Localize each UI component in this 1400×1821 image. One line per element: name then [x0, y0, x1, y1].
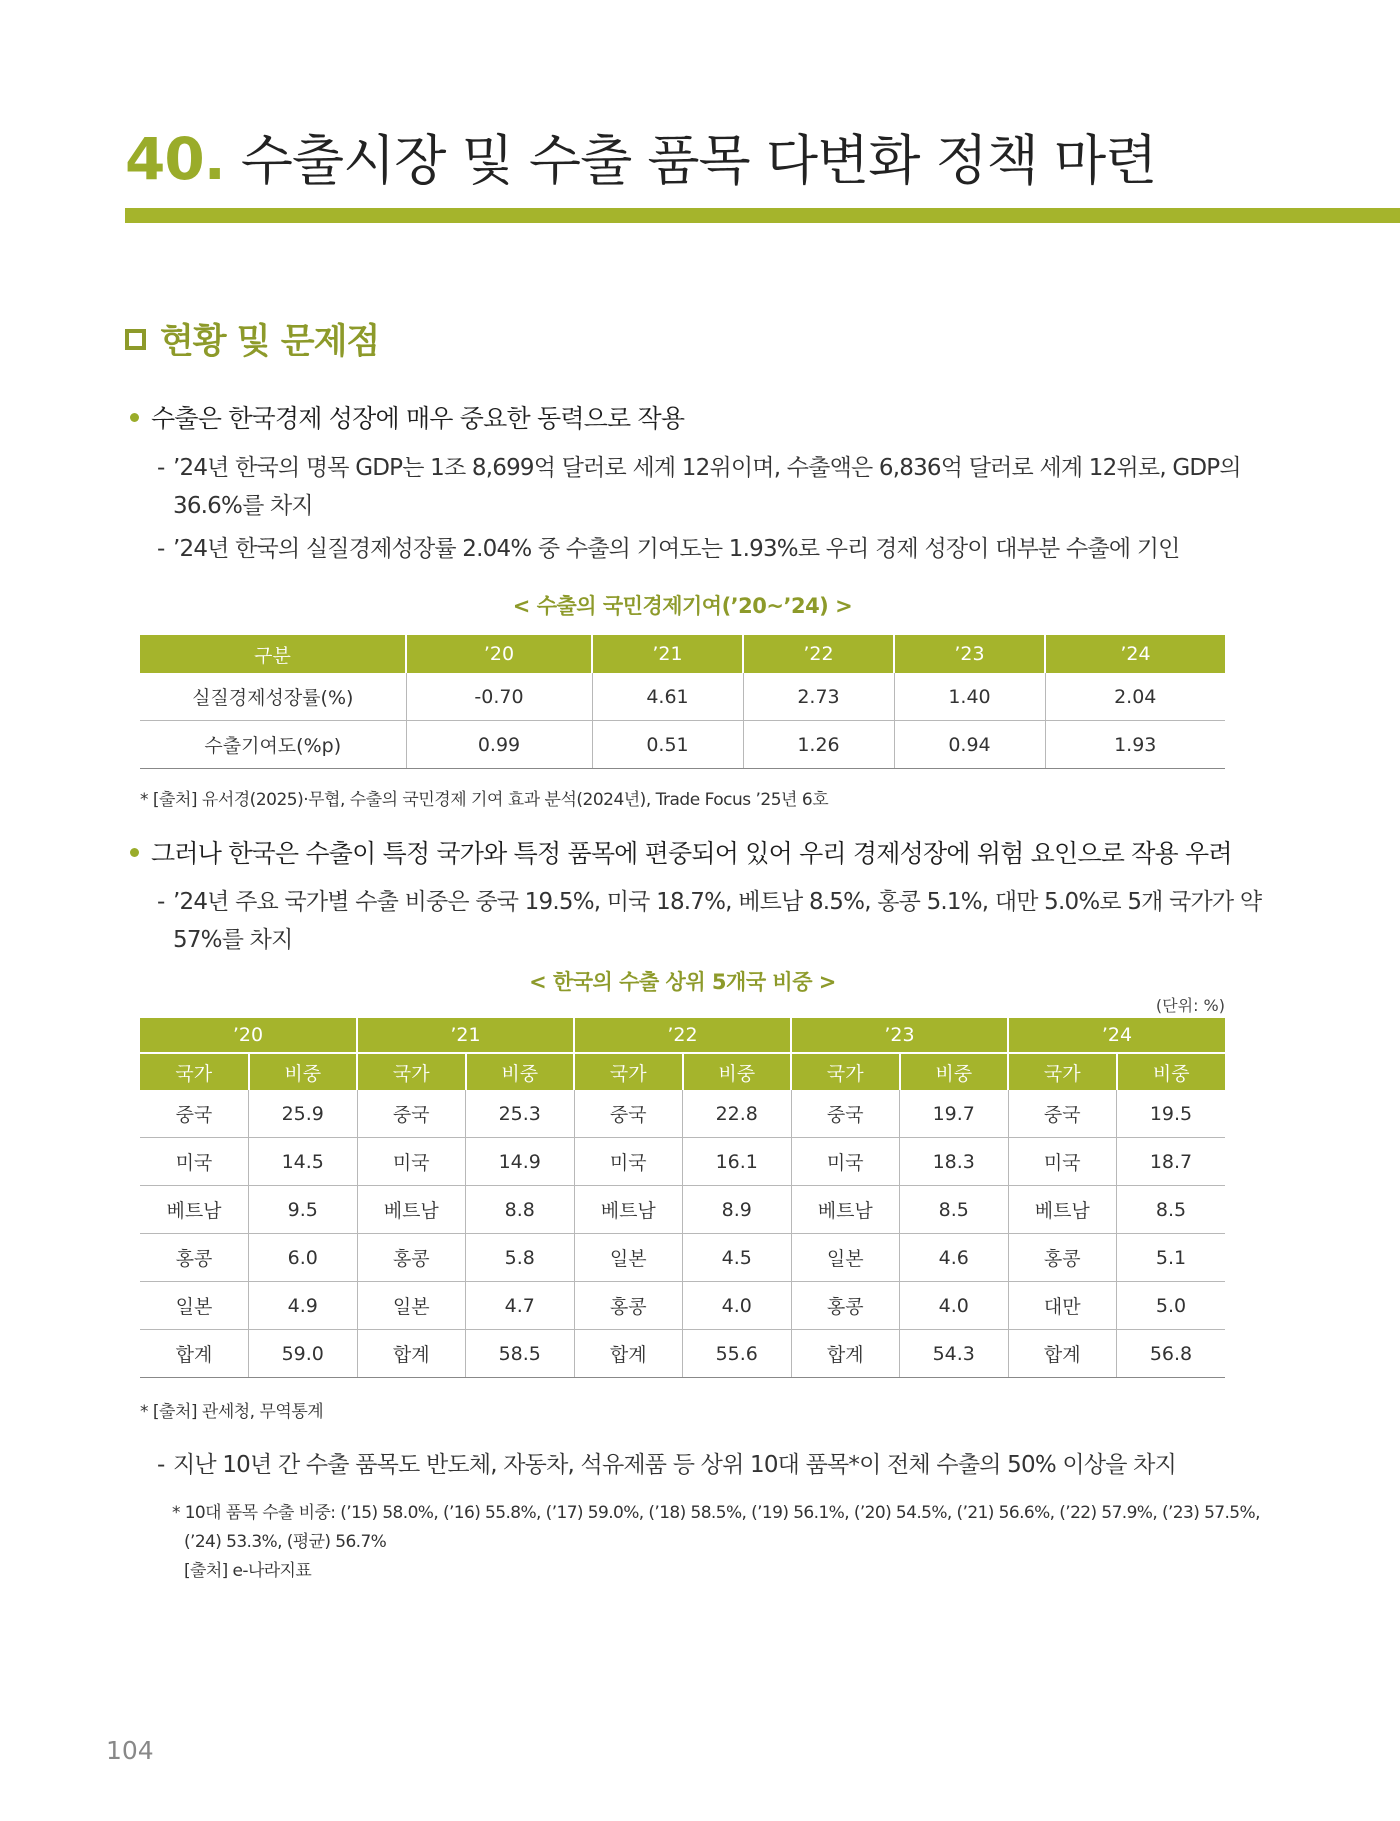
dash-text: ’24년 한국의 명목 GDP는 1조 8,699억 달러로 세계 12위이며, 수출액은 6,836억 달러로 세계 12위로, GDP의 — [173, 455, 1241, 481]
bullet-text: 수출은 한국경제 성장에 매우 중요한 동력으로 작용 — [151, 404, 685, 433]
share-cell: 14.9 — [466, 1138, 575, 1186]
table-cell: 4.61 — [592, 673, 743, 721]
share-cell: 25.9 — [249, 1090, 358, 1138]
year-header: ’22 — [574, 1018, 791, 1053]
section-title: 현황 및 문제점 — [160, 322, 380, 362]
dash-text: 지난 10년 간 수출 품목도 반도체, 자동차, 석유제품 등 상위 10대 품목*이 전체 수출의 50% 이상을 차지 — [173, 1452, 1177, 1478]
table-row — [140, 1234, 1225, 1282]
share-cell: 8.5 — [900, 1186, 1009, 1234]
share-cell: 58.5 — [466, 1330, 575, 1378]
table-cell: 2.04 — [1045, 673, 1225, 721]
share-cell: 4.0 — [900, 1282, 1009, 1330]
country-cell: 베트남 — [791, 1186, 900, 1234]
footnote-block — [172, 1499, 1260, 1586]
share-header: 비중 — [900, 1053, 1009, 1090]
country-cell: 중국 — [1008, 1090, 1117, 1138]
footnote-line: * 10대 품목 수출 비중: (’15) 58.0%, (’16) 55.8%, (’17) 59.0%, (’18) 58.5%, (’19) 56.1%, (’20) 54.5%, (’21) 56.6%, (’22) 57.9%, (’23) 57.5%, — [172, 1503, 1260, 1523]
column-header: ’24 — [1045, 635, 1225, 673]
section-heading — [125, 314, 379, 364]
country-header: 국가 — [574, 1053, 683, 1090]
country-cell: 중국 — [791, 1090, 900, 1138]
share-cell: 18.3 — [900, 1138, 1009, 1186]
table1-caption: < 수출의 국민경제기여(’20~’24) > — [512, 594, 853, 618]
table-row — [140, 1282, 1225, 1330]
share-cell: 8.5 — [1117, 1186, 1226, 1234]
year-header: ’20 — [140, 1018, 357, 1053]
row-label: 수출기여도(%p) — [140, 721, 406, 769]
bullet-point-2 — [130, 834, 1232, 870]
table-cell: 2.73 — [743, 673, 894, 721]
country-cell: 홍콩 — [574, 1282, 683, 1330]
square-bullet-icon — [125, 329, 146, 350]
dash-text-continuation: 57%를 차지 — [173, 927, 293, 953]
year-header: ’21 — [357, 1018, 574, 1053]
year-header: ’23 — [791, 1018, 1008, 1053]
table-row — [140, 1186, 1225, 1234]
bullet-dot-icon — [130, 848, 139, 857]
country-cell: 미국 — [1008, 1138, 1117, 1186]
dash-item-2: - ’24년 한국의 실질경제성장률 2.04% 중 수출의 기여도는 1.93%로 우리 경제 성장이 대부분 수출에 기인 — [157, 536, 1180, 562]
country-cell: 합계 — [357, 1330, 466, 1378]
country-cell: 합계 — [791, 1330, 900, 1378]
country-header: 국가 — [1008, 1053, 1117, 1090]
dash-text-continuation: 36.6%를 차지 — [173, 493, 313, 519]
share-cell: 4.6 — [900, 1234, 1009, 1282]
year-header-row — [140, 1018, 1225, 1053]
share-cell: 6.0 — [249, 1234, 358, 1282]
footnote-line: (’24) 53.3%, (평균) 56.7% — [184, 1532, 387, 1552]
share-cell: 5.1 — [1117, 1234, 1226, 1282]
table-cell: 0.51 — [592, 721, 743, 769]
table-cell: 1.26 — [743, 721, 894, 769]
country-header: 국가 — [791, 1053, 900, 1090]
share-cell: 4.7 — [466, 1282, 575, 1330]
share-cell: 8.9 — [683, 1186, 792, 1234]
share-cell: 19.7 — [900, 1090, 1009, 1138]
share-header: 비중 — [683, 1053, 792, 1090]
table-row — [140, 1138, 1225, 1186]
country-cell: 합계 — [1008, 1330, 1117, 1378]
country-cell: 대만 — [1008, 1282, 1117, 1330]
share-cell: 59.0 — [249, 1330, 358, 1378]
top5-export-share-table — [140, 1018, 1225, 1378]
table-header-row — [140, 635, 1225, 673]
table-row — [140, 1330, 1225, 1378]
country-cell: 베트남 — [574, 1186, 683, 1234]
share-cell: 4.0 — [683, 1282, 792, 1330]
country-cell: 홍콩 — [1008, 1234, 1117, 1282]
country-cell: 일본 — [574, 1234, 683, 1282]
column-header: ’23 — [894, 635, 1045, 673]
share-cell: 22.8 — [683, 1090, 792, 1138]
share-cell: 8.8 — [466, 1186, 575, 1234]
country-cell: 중국 — [574, 1090, 683, 1138]
country-cell: 홍콩 — [357, 1234, 466, 1282]
country-header: 국가 — [140, 1053, 249, 1090]
table2-caption: < 한국의 수출 상위 5개국 비중 > — [529, 970, 836, 994]
dash-text: ’24년 한국의 실질경제성장률 2.04% 중 수출의 기여도는 1.93%로 우리 경제 성장이 대부분 수출에 기인 — [173, 536, 1180, 562]
country-cell: 베트남 — [140, 1186, 249, 1234]
dash-item-3: - ’24년 주요 국가별 수출 비중은 중국 19.5%, 미국 18.7%, 베트남 8.5%, 홍콩 5.1%, 대만 5.0%로 5개 국가가 약 57%를 차지 — [157, 883, 1261, 959]
chapter-title: 수출시장 및 수출 품목 다변화 정책 마련 — [240, 129, 1157, 192]
country-cell: 일본 — [140, 1282, 249, 1330]
table-row — [140, 721, 1225, 769]
country-cell: 홍콩 — [140, 1234, 249, 1282]
country-header: 국가 — [357, 1053, 466, 1090]
share-cell: 14.5 — [249, 1138, 358, 1186]
table2-source-note: * [출처] 관세청, 무역통계 — [140, 1402, 324, 1422]
share-cell: 16.1 — [683, 1138, 792, 1186]
country-cell: 베트남 — [357, 1186, 466, 1234]
share-cell: 19.5 — [1117, 1090, 1226, 1138]
share-cell: 4.5 — [683, 1234, 792, 1282]
country-cell: 합계 — [140, 1330, 249, 1378]
country-cell: 미국 — [791, 1138, 900, 1186]
year-header: ’24 — [1008, 1018, 1225, 1053]
column-header: 구분 — [140, 635, 406, 673]
bullet-point-1 — [130, 399, 684, 435]
table-cell: 1.93 — [1045, 721, 1225, 769]
column-header: ’22 — [743, 635, 894, 673]
share-cell: 55.6 — [683, 1330, 792, 1378]
country-cell: 미국 — [357, 1138, 466, 1186]
share-cell: 5.8 — [466, 1234, 575, 1282]
dash-item-1: - ’24년 한국의 명목 GDP는 1조 8,699억 달러로 세계 12위이며, 수출액은 6,836억 달러로 세계 12위로, GDP의 36.6%를 차지 — [157, 449, 1241, 525]
share-cell: 5.0 — [1117, 1282, 1226, 1330]
country-cell: 미국 — [140, 1138, 249, 1186]
country-cell: 중국 — [140, 1090, 249, 1138]
country-cell: 합계 — [574, 1330, 683, 1378]
footnote-source: [출처] e-나라지표 — [184, 1561, 312, 1581]
country-cell: 베트남 — [1008, 1186, 1117, 1234]
share-cell: 18.7 — [1117, 1138, 1226, 1186]
country-cell: 미국 — [574, 1138, 683, 1186]
share-cell: 54.3 — [900, 1330, 1009, 1378]
page-number: 104 — [106, 1736, 154, 1765]
dash-item-4: - 지난 10년 간 수출 품목도 반도체, 자동차, 석유제품 등 상위 10대 품목*이 전체 수출의 50% 이상을 차지 — [157, 1452, 1177, 1478]
country-cell: 중국 — [357, 1090, 466, 1138]
table-row — [140, 1090, 1225, 1138]
share-header: 비중 — [249, 1053, 358, 1090]
table-cell: 1.40 — [894, 673, 1045, 721]
column-header: ’20 — [406, 635, 592, 673]
table-cell: 0.99 — [406, 721, 592, 769]
bullet-text: 그러나 한국은 수출이 특정 국가와 특정 품목에 편중되어 있어 우리 경제성장에 위험 요인으로 작용 우려 — [151, 839, 1232, 868]
table-row — [140, 673, 1225, 721]
export-contribution-table — [140, 635, 1225, 769]
share-header: 비중 — [1117, 1053, 1226, 1090]
country-cell: 일본 — [357, 1282, 466, 1330]
table-body — [140, 1090, 1225, 1378]
sub-header-row — [140, 1053, 1225, 1090]
country-cell: 일본 — [791, 1234, 900, 1282]
share-cell: 56.8 — [1117, 1330, 1226, 1378]
chapter-number: 40. — [125, 125, 225, 193]
column-header: ’21 — [592, 635, 743, 673]
share-cell: 9.5 — [249, 1186, 358, 1234]
dash-text: ’24년 주요 국가별 수출 비중은 중국 19.5%, 미국 18.7%, 베트남 8.5%, 홍콩 5.1%, 대만 5.0%로 5개 국가가 약 — [173, 889, 1262, 915]
row-label: 실질경제성장률(%) — [140, 673, 406, 721]
title-underline-bar — [125, 208, 1400, 223]
table1-source-note: * [출처] 유서경(2025)·무협, 수출의 국민경제 기여 효과 분석(2024년), Trade Focus ’25년 6호 — [140, 790, 829, 810]
bullet-dot-icon — [130, 413, 139, 422]
table-cell: 0.94 — [894, 721, 1045, 769]
share-cell: 25.3 — [466, 1090, 575, 1138]
unit-label: (단위: %) — [1155, 996, 1225, 1015]
share-cell: 4.9 — [249, 1282, 358, 1330]
share-header: 비중 — [466, 1053, 575, 1090]
country-cell: 홍콩 — [791, 1282, 900, 1330]
page-title — [125, 118, 1156, 195]
table-cell: -0.70 — [406, 673, 592, 721]
